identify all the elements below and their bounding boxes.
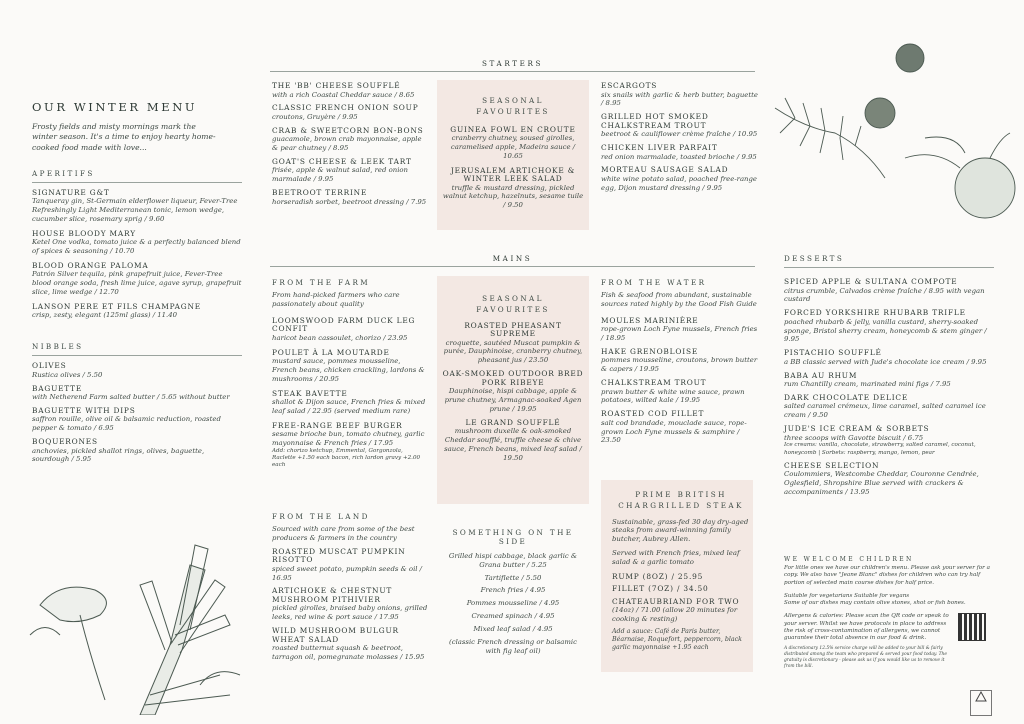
menu-item xyxy=(272,627,432,662)
menu-item-name: ROASTED COD FILLET xyxy=(601,409,705,419)
menu-item xyxy=(272,390,427,416)
menu-item xyxy=(32,438,242,464)
divider xyxy=(32,355,242,356)
side-dish: Pommes mousseline / 4.95 xyxy=(466,599,560,608)
menu-item xyxy=(784,462,994,497)
fsc-logo-icon xyxy=(970,690,992,716)
menu-item xyxy=(601,379,761,405)
menu-item-name: HOUSE BLOODY MARY xyxy=(32,228,136,238)
menu-item-description: shallot & Dijon sauce, French fries & mixed leaf salad / 22.95 (served medium rare) xyxy=(272,398,426,415)
land-intro: Sourced with care from some of the best producers & farmers in the country xyxy=(272,525,415,542)
menu-item-description: mustard sauce, pommes mousseline, French beans, chicken crackling, lardons & mushrooms / 20.95 xyxy=(272,357,425,383)
menu-item-description: frisée, apple & walnut salad, red onion marmalade / 9.95 xyxy=(272,166,408,184)
menu-item-description: horseradish sorbet, beetroot dressing / 7.95 xyxy=(272,197,427,206)
menu-item-name: FILLET (7OZ) / 34.50 xyxy=(612,584,709,594)
nibbles-list xyxy=(32,362,242,464)
menu-item xyxy=(784,278,994,304)
menu-item-description: crisp, zesty, elegant (125ml glass) / 11.40 xyxy=(32,311,178,320)
menu-item xyxy=(32,385,242,402)
menu-item-description: salted caramel crémeux, lime caramel, salted caramel ice cream / 9.50 xyxy=(784,402,986,420)
starters-left-column xyxy=(272,82,427,211)
menu-item xyxy=(272,317,427,343)
menu-item-name: THE 'BB' CHEESE SOUFFLÉ xyxy=(272,81,401,90)
menu-item xyxy=(601,348,761,374)
menu-item-description: pommes mousseline, croutons, brown butter & capers / 19.95 xyxy=(601,356,758,374)
side-dish: Mixed leaf salad / 4.95 xyxy=(473,624,553,633)
menu-item-name: BLOOD ORANGE PALOMA xyxy=(32,260,149,270)
side-dish: Tartiflette / 5.50 xyxy=(484,573,542,582)
menu-item xyxy=(272,82,427,99)
allergy-legend: Some of our dishes may contain olive stones, shot or fish bones. xyxy=(784,600,966,607)
mains-seasonal-title: SEASONAL FAVOURITES xyxy=(476,294,550,314)
menu-item-description: red onion marmalade, toasted brioche / 9.95 xyxy=(601,152,757,161)
menu-item-name: FORCED YORKSHIRE RHUBARB TRIFLE xyxy=(784,308,966,318)
side-dish: (classic French dressing or balsamic with fig leaf oil) xyxy=(449,637,577,655)
menu-item-name: HAKE GRENOBLOISE xyxy=(601,346,699,356)
menu-item xyxy=(612,573,750,582)
side-dish: Creamed spinach / 4.95 xyxy=(471,612,555,621)
menu-item-description: spiced sweet potato, pumpkin seeds & oil / 16.95 xyxy=(272,564,422,582)
intro-column xyxy=(32,100,242,469)
menu-item-name: GUINEA FOWL EN CROUTE xyxy=(450,124,576,134)
water-title: FROM THE WATER xyxy=(601,278,707,287)
menu-item xyxy=(32,230,242,256)
menu-item-name: CHICKEN LIVER PARFAIT xyxy=(601,143,718,153)
nibbles-title: NIBBLES xyxy=(32,342,84,352)
menu-item-description: truffle & mustard dressing, pickled walnut ketchup, hazelnuts, sesame tuile / 9.50 xyxy=(442,183,584,210)
menu-title: OUR WINTER MENU xyxy=(32,100,198,114)
aperitifs-title: APERITIFS xyxy=(32,168,95,178)
mains-rule xyxy=(270,266,755,267)
menu-item xyxy=(442,126,584,161)
menu-item-name: OLIVES xyxy=(32,361,67,371)
menu-item xyxy=(784,394,994,420)
sides-column xyxy=(442,528,584,659)
menu-item-name: ROASTED MUSCAT PUMPKIN RISOTTO xyxy=(272,546,406,565)
menu-item xyxy=(612,598,750,624)
menu-item xyxy=(601,144,761,161)
menu-item-name: RUMP (8OZ) / 25.95 xyxy=(612,571,704,581)
menu-item xyxy=(272,158,427,184)
service-text: A discretionary 12.5% service charge will be added to your bill & fairly distributed among the team who prepared & served your food today. The gratuity is discretionary - please ask us if you would like us to remove it from the bill. xyxy=(784,646,947,669)
menu-item-description: mushroom duxelle & oak-smoked Cheddar soufflé, truffle cheese & chive sauce, French beans, mixed leaf salad / 19.50 xyxy=(444,427,582,462)
menu-item-name: CLASSIC FRENCH ONION SOUP xyxy=(272,103,419,113)
menu-item-description: cranberry chutney, soused girolles, caramelised apple, Madeira sauce / 10.65 xyxy=(450,134,576,160)
menu-item xyxy=(272,127,427,153)
menu-item xyxy=(272,104,427,121)
menu-item-name: GRILLED HOT SMOKED CHALKSTREAM TROUT xyxy=(601,112,709,130)
steak-served: Served with French fries, mixed leaf salad & a garlic tomato xyxy=(612,549,740,566)
starters-heading: STARTERS xyxy=(482,59,543,68)
menu-item-name: BAGUETTE xyxy=(32,383,83,393)
menu-item-name: ESCARGOTS xyxy=(601,81,658,90)
menu-item xyxy=(442,322,584,366)
menu-item-description: croutons, Gruyère / 9.95 xyxy=(272,112,358,121)
starters-seasonal-column xyxy=(442,96,584,216)
menu-item-description: saffron rouille, olive oil & balsamic reduction, roasted pepper & tomato / 6.95 xyxy=(32,415,221,433)
menu-item-name: MOULES MARINIÈRE xyxy=(601,315,699,325)
menu-item xyxy=(784,425,994,457)
menu-item xyxy=(601,166,761,192)
menu-item-description: beetroot & cauliflower crème fraîche / 10.95 xyxy=(601,130,758,139)
menu-item-description: (14oz) / 71.00 (allow 20 minutes for cooking & resting) xyxy=(612,606,738,624)
menu-item-name: DARK CHOCOLATE DELICE xyxy=(784,392,909,402)
menu-item-description: Dauphinoise, hispi cabbage, apple & prune chutney, Armagnac-soaked Agen prune / 19.95 xyxy=(444,387,582,413)
menu-item-description: six snails with garlic & herb butter, baguette / 8.95 xyxy=(601,90,758,108)
menu-item xyxy=(784,309,994,344)
menu-item-description: roasted butternut squash & beetroot, tarragon oil, pomegranate molasses / 15.95 xyxy=(272,644,425,661)
menu-item-description: sesame brioche bun, tomato chutney, garlic mayonnaise & French fries / 17.95 xyxy=(272,430,425,448)
divider xyxy=(32,182,242,183)
menu-item-name: OAK-SMOKED OUTDOOR BRED PORK RIBEYE xyxy=(442,369,584,387)
menu-item-description: white wine potato salad, poached free-range egg, Dijon mustard dressing / 9.95 xyxy=(601,174,757,192)
menu-item xyxy=(272,587,432,622)
menu-item-name: CHEESE SELECTION xyxy=(784,460,880,470)
menu-item-name: BEETROOT TERRINE xyxy=(272,188,368,198)
menu-item-name: SIGNATURE G&T xyxy=(32,187,110,197)
menu-item xyxy=(601,317,761,343)
menu-item-name: LOOMSWOOD FARM DUCK LEG CONFIT xyxy=(272,315,416,334)
menu-item-description: with Netherend Farm salted butter / 5.65 without butter xyxy=(32,393,230,402)
water-column xyxy=(601,278,761,450)
steak-column xyxy=(612,490,750,652)
land-column xyxy=(272,512,432,667)
menu-item xyxy=(272,189,427,206)
children-text: For little ones we have our children's menu. Please ask your server for a copy. We also have "Jeane Blanc" dishes for children who can try half portion of selected main course dishes for half price. xyxy=(784,565,990,586)
menu-item-name: ARTICHOKE & CHESTNUT MUSHROOM PITHIVIER xyxy=(272,586,393,604)
desserts-title: DESSERTS xyxy=(784,254,845,263)
menu-intro: Frosty fields and misty mornings mark the winter season. It's a time to enjoy hearty home-cooked food made with love... xyxy=(32,122,216,152)
mains-heading: MAINS xyxy=(492,254,533,263)
menu-item-description: prawn butter & white wine sauce, prawn potatoes, wilted kale / 19.95 xyxy=(601,387,745,405)
menu-item-name: BAGUETTE WITH DIPS xyxy=(32,405,136,415)
menu-item-name: GOAT'S CHEESE & LEEK TART xyxy=(272,156,412,166)
menu-item xyxy=(272,422,427,470)
menu-item-description: pickled girolles, braised baby onions, grilled leeks, red wine & port sauce / 17.95 xyxy=(272,604,428,622)
menu-item-name: LE GRAND SOUFFLÉ xyxy=(465,417,561,427)
menu-item xyxy=(32,262,242,297)
menu-item-name: JUDE'S ICE CREAM & SORBETS xyxy=(784,424,930,434)
menu-item-name: BABA AU RHUM xyxy=(784,370,858,380)
menu-item-extra: Add: chorizo ketchup, Emmental, Gorgonzola, Raclette +1.50 each bacon, rich lardon gravy +2.00 each xyxy=(272,447,421,469)
mains-seasonal-column xyxy=(442,294,584,467)
menu-item-description: Ketel One vodka, tomato juice & a perfectly balanced blend of spices & seasoning / 10.70 xyxy=(32,238,241,256)
menu-item-description: haricot bean cassoulet, chorizo / 23.95 xyxy=(272,333,408,342)
menu-item xyxy=(601,410,761,445)
menu-item xyxy=(32,407,242,433)
menu-item-name: BOQUERONES xyxy=(32,437,98,447)
menu-item xyxy=(601,113,761,139)
menu-item xyxy=(442,167,584,211)
menu-item-description: rum Chantilly cream, marinated mini figs / 7.95 xyxy=(784,380,951,389)
menu-item-name: LANSON PERE ET FILS CHAMPAGNE xyxy=(32,301,201,311)
menu-item xyxy=(32,303,242,320)
menu-item-name: CRAB & SWEETCORN BON-BONS xyxy=(272,125,424,135)
menu-item xyxy=(784,349,994,366)
fruit-illustration xyxy=(765,38,1020,253)
diet-legend: Suitable for vegetarians Suitable for vegans xyxy=(784,592,910,599)
menu-item-name: PISTACHIO SOUFFLÉ xyxy=(784,348,882,358)
menu-item-name: ROASTED PHEASANT SUPREME xyxy=(464,320,562,339)
aperitifs-list xyxy=(32,189,242,321)
menu-item-extra: Ice creams: vanilla, chocolate, strawberry, salted caramel, coconut, honeycomb | Sorbets: raspberry, mango, lemon, pear xyxy=(784,442,976,456)
starters-seasonal-title: SEASONAL FAVOURITES xyxy=(476,96,550,116)
land-title: FROM THE LAND xyxy=(272,512,370,521)
menu-item-description: Patrón Silver tequila, pink grapefruit juice, Fever-Tree blood orange soda, fresh lime juice, agave syrup, grapefruit slice, lime wedge / 12.70 xyxy=(32,270,242,297)
side-dish: Grilled hispi cabbage, black garlic & Grana butter / 5.25 xyxy=(448,552,578,569)
menu-item-name: WILD MUSHROOM BULGUR WHEAT SALAD xyxy=(272,626,399,644)
farm-title: FROM THE FARM xyxy=(272,278,371,287)
farm-intro: From hand-picked farmers who care passionately about quality xyxy=(272,291,400,308)
menu-item-name: CHALKSTREAM TROUT xyxy=(601,378,707,387)
starters-right-column xyxy=(601,82,761,198)
menu-item-name: STEAK BAVETTE xyxy=(272,388,348,398)
steak-intro: Sustainable, grass-fed 30 day dry-aged steaks from award-winning family butcher, Aubrey Allen. xyxy=(612,517,749,544)
menu-item-name: JERUSALEM ARTICHOKE & WINTER LEEK SALAD xyxy=(450,165,576,184)
divider xyxy=(784,267,994,268)
menu-item xyxy=(612,585,750,594)
menu-item-name: MORTEAU SAUSAGE SALAD xyxy=(601,165,729,175)
menu-item-description: poached rhubarb & jelly, vanilla custard, sherry-soaked sponge, Bristol sherry cream, honeycomb & stem ginger / 9.95 xyxy=(784,317,987,344)
menu-item-description: salt cod brandade, mouclade sauce, rope-grown Loch Fyne mussels & samphire / 23.50 xyxy=(601,418,747,445)
children-title: WE WELCOME CHILDREN xyxy=(784,556,914,563)
menu-item xyxy=(784,372,994,389)
footer-column xyxy=(784,556,994,669)
qr-code-icon[interactable] xyxy=(958,613,986,641)
menu-item-description: Rustica olives / 5.50 xyxy=(32,370,103,379)
menu-item-name: POULET À LA MOUTARDE xyxy=(272,347,390,357)
menu-item xyxy=(32,189,242,224)
menu-item-description: Coulommiers, Westcombe Cheddar, Couronne Cendrée, Oglesfield, Shropshire Blue served with crackers & accompaniments / 13.95 xyxy=(784,470,979,497)
menu-item xyxy=(272,548,432,583)
menu-item-name: SPICED APPLE & SULTANA COMPOTE xyxy=(784,277,958,286)
menu-item-description: Tanqueray gin, St-Germain elderflower liqueur, Fever-Tree Refreshingly Light Mediterranean tonic, lemon wedge, cucumber slice, rosemary sprig / 9.60 xyxy=(32,197,238,223)
desserts-column xyxy=(784,254,994,502)
menu-item xyxy=(32,362,242,379)
menu-item-description: anchovies, pickled shallot rings, olives, baguette, sourdough / 5.95 xyxy=(32,446,205,464)
menu-item-description: with a rich Coastal Cheddar sauce / 8.65 xyxy=(272,90,415,99)
menu-item-description: three scoops with Gavotte biscuit / 6.75 xyxy=(784,433,924,442)
menu-item-description: rope-grown Loch Fyne mussels, French fries / 18.95 xyxy=(601,325,758,342)
menu-item-description: guacamole, brown crab mayonnaise, apple & pear chutney / 8.95 xyxy=(272,135,422,153)
side-dish: French fries / 4.95 xyxy=(480,586,546,595)
menu-item xyxy=(442,370,584,414)
menu-item-name: CHATEAUBRIAND FOR TWO xyxy=(612,596,740,606)
water-intro: Fish & seafood from abundant, sustainable sources rated highly by the Good Fish Guide xyxy=(601,291,757,308)
allergy-text: Allergens & calories: Please scan the QR code or speak to your server. Whilst we have protocols in place to address the risk of cross-contamination of allergens, we cannot guarantee their total absence in our food & drink. xyxy=(784,613,949,642)
menu-item xyxy=(442,419,584,463)
steak-title: PRIME BRITISH CHARGRILLED STEAK xyxy=(618,490,744,510)
menu-item xyxy=(601,82,761,108)
steak-sauce: Add a sauce: Café de Paris butter, Béarnaise, Roquefort, peppercorn, black garlic mayonnaise +1.95 each xyxy=(612,627,742,652)
starters-rule xyxy=(270,71,755,72)
menu-item-description: citrus crumble, Calvados crème fraîche / 8.95 with vegan custard xyxy=(784,286,985,304)
menu-item-name: FREE-RANGE BEEF BURGER xyxy=(272,420,403,430)
allergy-row xyxy=(784,613,994,642)
menu-item-description: a BB classic served with Jude's chocolate ice cream / 9.95 xyxy=(784,357,987,366)
farm-column xyxy=(272,278,427,476)
menu-item xyxy=(272,349,427,384)
sides-title: SOMETHING ON THE SIDE xyxy=(452,528,574,546)
leek-illustration xyxy=(20,525,250,715)
menu-item-description: croquette, sautéed Muscat pumpkin & purée, Dauphinoise, cranberry chutney, pheasant jus / 23.50 xyxy=(443,338,583,365)
